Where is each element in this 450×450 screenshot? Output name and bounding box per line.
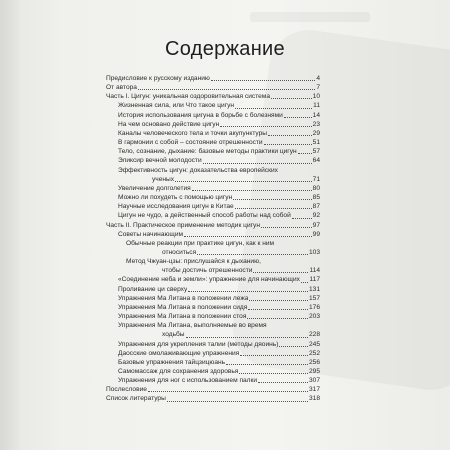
toc-leader-dots [167, 401, 308, 402]
toc-entry-label: Цигун не чудо, а действенный способ работы над собой [118, 212, 291, 220]
toc-leader-dots [211, 80, 315, 81]
toc-page-number: 85 [312, 194, 320, 202]
toc-entry [106, 239, 320, 248]
toc-page-number: 317 [308, 386, 320, 394]
toc-entry [106, 156, 320, 165]
toc-page-number: 307 [308, 377, 320, 385]
toc-entry [106, 184, 320, 193]
toc-page-number: 131 [308, 285, 320, 293]
toc-entry [106, 294, 320, 303]
toc-entry-label: В гармонии с собой – состояние отрешенности [118, 139, 263, 147]
toc-leader-dots [175, 181, 312, 182]
toc-entry [106, 340, 320, 349]
toc-entry-label: Можно ли похудеть с помощью цигун [118, 194, 233, 202]
toc-page-number: 157 [308, 294, 320, 302]
toc-entry [106, 211, 320, 220]
toc-page-number: 71 [312, 175, 320, 183]
toc-leader-dots [239, 373, 308, 374]
toc-entry-label: Базовые упражнения тайцзицюань [118, 358, 226, 366]
toc-entry [106, 275, 320, 284]
toc-page-number: 80 [312, 184, 320, 192]
toc-leader-dots [192, 190, 312, 191]
toc-entry-label: Упражнения Ма Литана в положении лежа [118, 294, 249, 302]
toc-leader-dots [258, 382, 308, 383]
toc-entry [106, 74, 320, 83]
toc-entry [106, 83, 320, 92]
toc-leader-dots [203, 163, 312, 164]
running-header-ghost [250, 12, 370, 22]
toc-entry [106, 120, 320, 129]
toc-leader-dots [248, 309, 308, 310]
toc-entry-label: ученых [152, 175, 175, 183]
toc-page-number: 64 [312, 157, 320, 165]
toc-entry-label: Упражнения Ма Литана, выполняемые во время [118, 322, 267, 330]
toc-leader-dots [261, 227, 312, 228]
toc-entry [106, 129, 320, 138]
toc-entry [106, 303, 320, 312]
toc-page-number: 103 [308, 248, 320, 256]
toc-page-number: 11 [313, 102, 320, 110]
toc-entry-label: Тело, сознание, дыхание: базовые методы практики цигун [118, 148, 297, 156]
toc-page-number: 97 [312, 221, 320, 229]
toc-entry-label: Научные исследования цигун в Китае [118, 203, 234, 211]
toc-leader-dots [298, 153, 312, 154]
page-gutter-shadow [0, 0, 22, 450]
toc-page-number: 114 [309, 267, 320, 275]
toc-entry-label: Послесловие [106, 386, 147, 394]
toc-leader-dots [279, 346, 308, 347]
toc-page-number: 14 [312, 111, 320, 119]
toc-entry [106, 349, 320, 358]
toc-entry-label: Упражнения Ма Литана в положении сидя [118, 303, 248, 311]
toc-page-number: 87 [312, 203, 320, 211]
toc-entry [106, 367, 320, 376]
toc-entry-label: Упражнения для ног с использованием палки [118, 377, 258, 385]
toc-entry [106, 285, 320, 294]
toc-entry-label: Каналы человеческого тела и точки акупунктуры [118, 129, 268, 137]
toc-entry-label: Метод Чжуан-цзы: прислушайся к дыханию, [126, 258, 261, 266]
toc-entry-label: История использования цигуна в борьбе с болезнями [118, 111, 283, 119]
toc-leader-dots [253, 272, 308, 273]
toc-entry [106, 330, 320, 339]
toc-entry [106, 138, 320, 147]
toc-page-number: 203 [308, 313, 320, 321]
toc-entry-label: относиться [162, 248, 197, 256]
toc-entry [106, 166, 320, 175]
toc-leader-dots [186, 337, 308, 338]
toc-entry-label: Предисловие к русскому изданию [106, 75, 210, 82]
toc-entry-label: Упражнения Ма Литана в положении стоя [118, 313, 247, 321]
toc-entry [106, 248, 320, 257]
toc-entry-label: Проливание ци сверху [118, 285, 188, 293]
toc-leader-dots [264, 144, 312, 145]
toc-entry [106, 321, 320, 330]
toc-entry [106, 202, 320, 211]
table-of-contents [106, 74, 320, 404]
toc-leader-dots [292, 218, 312, 219]
toc-entry [106, 193, 320, 202]
toc-leader-dots [235, 208, 312, 209]
toc-leader-dots [233, 199, 311, 200]
page-title: Содержание [165, 38, 285, 60]
toc-entry-label: Жизненная сила, или Что такое цигун [118, 102, 235, 110]
toc-page-number: 117 [309, 276, 320, 284]
toc-entry [106, 312, 320, 321]
toc-page-number: 51 [312, 139, 320, 147]
toc-page-number: 176 [308, 303, 320, 311]
toc-entry-label: Часть I. Цигун: уникальная оздоровительная система [106, 93, 271, 101]
toc-entry [106, 230, 320, 239]
toc-entry [106, 266, 320, 275]
toc-entry [106, 257, 320, 266]
toc-entry-label: От автора [106, 84, 137, 92]
toc-page-number: 295 [308, 368, 320, 375]
toc-entry [106, 221, 320, 230]
toc-leader-dots [148, 391, 308, 392]
toc-entry-label: На чем основано действие цигун [118, 120, 220, 128]
toc-entry-label: Часть II. Практическое применение методик цигун [106, 221, 260, 229]
toc-leader-dots [247, 318, 308, 319]
toc-page-number: 7 [316, 84, 320, 92]
toc-leader-dots [240, 355, 308, 356]
toc-page-number: 318 [308, 395, 320, 403]
toc-entry-label: Даосские омолаживающие упражнения [118, 349, 240, 357]
toc-leader-dots [284, 117, 312, 118]
toc-entry-label: Увеличение долголетия [118, 184, 191, 192]
toc-page-number: 99 [312, 230, 320, 238]
toc-entry-label: Эффективность цигун: доказательства европейских [118, 166, 278, 174]
toc-leader-dots [235, 108, 312, 109]
toc-entry-label: чтобы достичь отрешенности [162, 267, 253, 275]
toc-page-number: 10 [312, 93, 320, 101]
toc-entry-label: «Соединение неба и земли»: упражнение для начинающих [118, 276, 300, 284]
toc-entry [106, 394, 320, 403]
toc-entry [106, 101, 320, 110]
toc-leader-dots [184, 236, 312, 237]
toc-leader-dots [268, 135, 312, 136]
toc-entry [106, 111, 320, 120]
toc-entry-label: Упражнения для укрепления талии (методы дяоинь) [118, 340, 279, 348]
toc-page-number: 228 [308, 331, 320, 339]
toc-page-number: 29 [312, 129, 320, 137]
toc-entry-label: ходьбы [162, 331, 185, 339]
toc-leader-dots [197, 254, 308, 255]
toc-page-number: 4 [316, 75, 320, 82]
toc-leader-dots [271, 98, 312, 99]
toc-entry [106, 147, 320, 156]
toc-page-number: 23 [312, 120, 320, 128]
toc-entry-label: Самомассаж для сохранения здоровья [118, 368, 239, 375]
toc-entry [106, 358, 320, 367]
toc-entry-label: Советы начинающим [118, 230, 184, 238]
toc-entry-label: Эликсир вечной молодости [118, 157, 202, 165]
toc-leader-dots [220, 126, 311, 127]
toc-leader-dots [226, 364, 308, 365]
toc-leader-dots [249, 300, 308, 301]
toc-entry [106, 175, 320, 184]
toc-entry [106, 376, 320, 385]
toc-leader-dots [301, 282, 309, 283]
toc-leader-dots [138, 89, 315, 90]
toc-entry [106, 92, 320, 101]
toc-page-number: 92 [312, 212, 320, 220]
toc-page-number: 57 [312, 148, 320, 156]
toc-entry-label: Обычные реакции при практике цигун, как к ним [126, 239, 275, 247]
toc-entry-label: Список литературы [106, 395, 166, 403]
toc-entry [106, 385, 320, 394]
toc-leader-dots [188, 291, 308, 292]
toc-page-number: 256 [308, 358, 320, 366]
toc-page-number: 245 [308, 340, 320, 348]
toc-page-number: 252 [308, 349, 320, 357]
